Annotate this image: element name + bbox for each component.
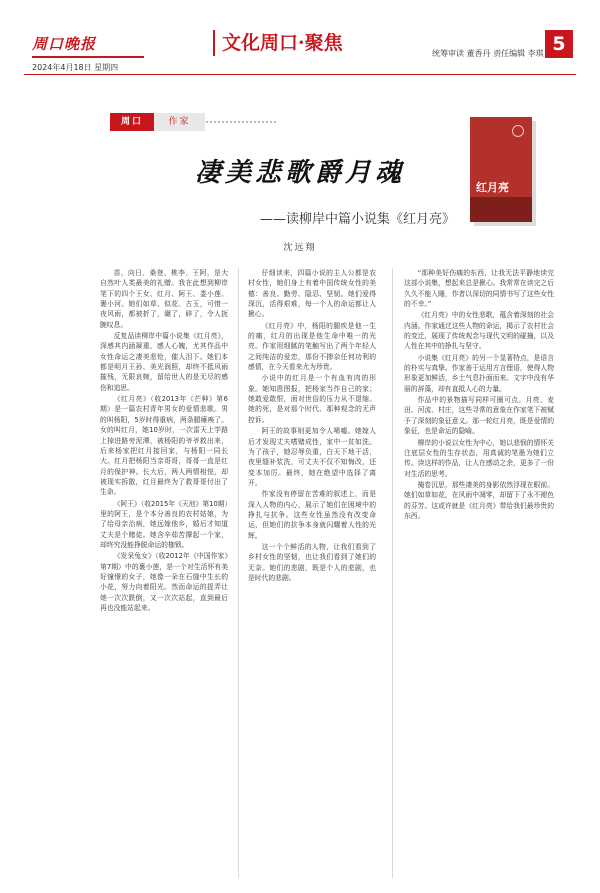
column-divider <box>238 268 239 878</box>
text-column-right <box>404 268 554 882</box>
article-headline: 凄美悲歌爵月魂 <box>194 158 405 188</box>
article-subhead: ——读柳岸中篇小说集《红月亮》 <box>260 212 456 227</box>
column-tag <box>110 113 205 131</box>
paragraph: “那种美好伤痛的东西，让我无法平静地读完这部小说集，想起来总是揪心。我常常在读完之后久久不能入睡，作者以深切的同情书写了这些女性的不幸。” <box>404 269 554 309</box>
column-divider <box>392 268 393 878</box>
section-title: 文化周口·聚焦 <box>222 32 343 54</box>
paragraph: 这一个个鲜活的人物，让我们看到了乡村女性的坚韧，也让我们看到了她们的无奈。她们的悲剧，既是个人的悲剧，也是时代的悲剧。 <box>248 542 376 582</box>
paragraph: 掩卷沉思，那些凄美的身影依然浮现在眼前。她们如草如花，在风雨中凋零，却留下了永不褪色的芬芳。这或许就是《红月亮》带给我们最珍贵的东西。 <box>404 480 554 520</box>
page-number: 5 <box>545 30 573 58</box>
paragraph: 《阿王》（收2015年《天池》第10期）里的阿王，是个本分善良的农村姑娘，为了给母亲治病，她远嫁他乡，婚后才知道丈夫是个赌徒。她含辛茹苦撑起一个家，却终究没能挣脱命运的枷锁。 <box>100 499 228 549</box>
book-cover-title: 红月亮 <box>476 181 509 194</box>
paragraph: 阿王的故事则更加令人唏嘘。她嫁人后才发现丈夫嗜赌成性，家中一贫如洗。为了孩子，她忍辱负重，白天下地干活，夜里缝补浆洗，可丈夫不仅不知悔改，还变本加厉。最终，她在绝望中选择了离开。 <box>248 427 376 487</box>
paragraph: 仔细读来，四篇小说的主人公都是农村女性，她们身上有着中国传统女性的美德：善良、勤劳、隐忍、坚韧。她们爱得深沉，活得艰难，每一个人的命运都让人揪心。 <box>248 269 376 319</box>
header-rule <box>24 74 576 75</box>
paragraph: 小说集《红月亮》的另一个显著特点，是语言的朴实与真挚。作家善于运用方言俚语，使得人物形象更加鲜活，乡土气息扑面而来。文字中没有华丽的辞藻，却有直抵人心的力量。 <box>404 353 554 393</box>
column-tag-dots <box>206 121 276 123</box>
book-emblem-icon <box>512 125 524 137</box>
masthead <box>0 0 600 80</box>
paragraph: 《红月亮》中，杨阳的腿疾是他一生的痛，红月的出现是他生命中唯一的光亮。作家用细腻的笔触写出了两个年轻人之间纯洁的爱恋，那份不掺杂任何功利的感情，在今天看来尤为珍贵。 <box>248 321 376 372</box>
paragraph: 小说中的红月是一个有血有肉的形象。她知恩图报，把杨家当作自己的家；她敢爱敢恨，面对世俗的压力从不退缩。她的死，是对那个时代、那种观念的无声控诉。 <box>248 374 376 424</box>
paragraph: 《红月亮》中的女性悲歌，蕴含着深刻的社会内涵。作家通过这些人物的命运，揭示了农村社会的变迁，展现了传统观念与现代文明的碰撞，以及人性在其中的挣扎与坚守。 <box>404 311 554 351</box>
newspaper-logo: 周口晚报 <box>32 35 97 53</box>
paragraph: 柳岸的小说以女性为中心，她以悲悯的情怀关注底层女性的生存状态，用真诚的笔墨为她们立传。读这样的作品，让人在感动之余，更多了一份对生活的思考。 <box>404 438 554 478</box>
article-author: 沈远翔 <box>283 243 317 253</box>
paragraph: 作品中的景物描写同样可圈可点。月亮、麦田、河流、村庄，这些寻常的意象在作家笔下被赋予了深刻的象征意义。那一轮红月亮，既是爱情的象征，也是命运的隐喻。 <box>404 396 554 436</box>
paragraph: 苗、向日、桑登、桃李、王阿，是大自然叶人类最美的礼赠。我在此想到柳岸笔下的四个王女、红月、阿王、娄小莲、裹小河。她们如草、似花、古玉，可惜一夜风雨，都被折了，碾了，碎了，令人扼腕叹息。 <box>100 269 228 329</box>
text-column-middle <box>248 268 376 882</box>
issue-date: 2024年4月18日 星期四 <box>32 63 119 72</box>
paragraph: 反复品读柳岸中篇小说集《红月亮》，深感其内涵凝重，感人心魄，尤其作品中女性命运之凄美悲怆，催人泪下。她们本都是明月王孙、美光润照，却终不抵风雨摧残，无限哀婉，留给世人的是无尽的感伤和追思。 <box>100 332 228 392</box>
section-mark <box>213 30 215 56</box>
text-column-left <box>100 268 228 882</box>
column-tag-author: 作家 <box>154 113 205 131</box>
column-tag-label: 周口 <box>110 113 154 131</box>
paragraph: 作家没有停留在苦难的叙述上，而是深入人物的内心，展示了她们在困境中的挣扎与抗争。这些女性虽然没有改变命运，但她们的抗争本身就闪耀着人性的光辉。 <box>248 490 376 540</box>
logo-underline <box>32 56 144 58</box>
editors-credit: 统筹审读 董香丹 责任编辑 李琪 <box>432 49 544 58</box>
paragraph: 《发呆兔女》（收2012年《中国作家》第7期）中的裹小莲，是一个对生活怀有美好憧憬的女子，她像一朵在石缝中生长的小花，努力向着阳光。然而命运的捉弄让她一次次跌倒，又一次次站起，直到最后再也没能站起来。 <box>100 552 228 612</box>
paragraph: 《红月亮》（收2013年《芒种》第6期）是一篇农村青年男女的爱情悲歌。男的叫杨阳，5岁时得重病，两条腿瘫痪了。女的叫红月，她10岁时，一次雷天上学路上掉进路旁泥潭，被杨阳的爷爷救出来，后来杨家把红月接回家，与杨阳一同长大。红月把杨阳当亲哥哥，哥哥一直是红月的保护神。长大后，两人两情相悦，却被现实拆散，红月最终为了救哥哥付出了生命。 <box>100 395 228 497</box>
book-cover-band <box>470 197 532 222</box>
